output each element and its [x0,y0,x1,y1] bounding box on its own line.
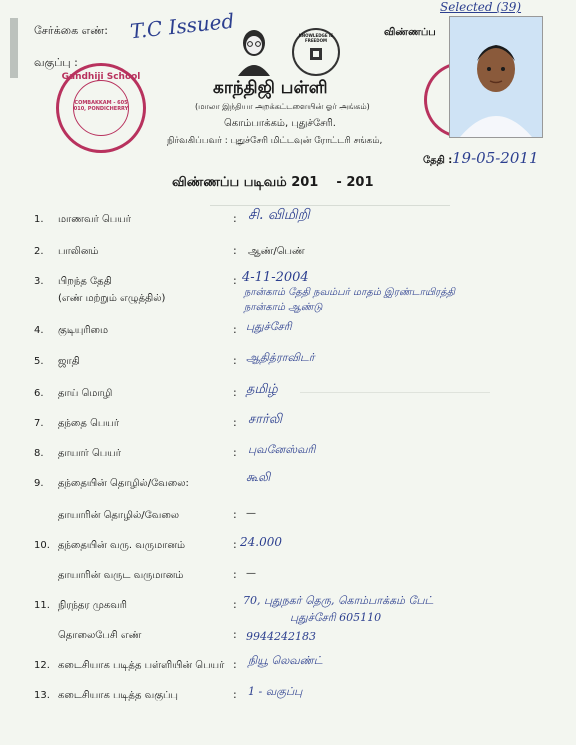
admission-no-value: T.C Issued [129,8,236,44]
bleed-line [300,392,490,393]
colon: : [233,416,237,429]
date-value: 19-05-2011 [452,149,539,167]
colon: : [233,244,237,257]
gandhi-portrait-icon [232,26,276,76]
field-number: 11. [34,600,50,611]
school-emblem-icon [292,28,340,76]
field-number: 9. [34,478,44,489]
student-photo [449,16,543,138]
field-number: 6. [34,388,44,399]
field-label: தொலைபேசி எண் [58,630,142,641]
colon: : [233,274,237,287]
field-number: 13. [34,690,50,701]
father-name-value: சார்லி [248,412,283,427]
colon: : [233,658,237,671]
field-label: குடியுரிமை [58,325,109,336]
field-label: தந்தையின் வரு. வருமானம் [58,540,186,551]
field-label: தந்தை பெயர் [58,418,120,429]
address-value-2: புதுச்சேரி 605110 [290,611,382,624]
colon: : [233,212,237,225]
school-affiliation: (மாலா இந்தியா அறக்கட்டளையின் ஓர் அங்கம்) [195,102,370,111]
school-management: நிர்வகிப்பவர் : புதுச்சேரி மிட்டவுன் ரோட்டரி சங்கம், [167,136,383,146]
father-occupation-value: கூலி [246,470,271,484]
school-name: காந்திஜி பள்ளி [213,78,328,98]
dob-words-value-2: நான்காம் ஆண்டு [244,302,323,313]
colon: : [233,386,237,399]
application-no-label: விண்ணப்ப [384,27,436,38]
field-label: ஜாதி [58,356,80,367]
colon: : [233,568,237,581]
date-label: தேதி : [423,155,453,166]
seal-ring-text: Gandhiji School [61,72,141,82]
field-number: 7. [34,418,44,429]
address-value: 70, புதுநகர் தெரு, கொம்பாக்கம் பேட் [243,594,434,607]
field-label: தாயாரின் தொழில்/வேலை [58,510,180,521]
mother-occupation-value: — [246,508,256,519]
field-number: 2. [34,246,44,257]
field-label: பாலினம் [58,246,99,257]
field-label: கடைசியாக படித்த பள்ளியின் பெயர் [58,660,225,671]
field-label: பிறந்த தேதி [58,276,112,287]
field-label: நிரந்தர முகவரி [58,600,127,611]
colon: : [233,508,237,521]
mother-tongue-value: தமிழ் [246,382,278,397]
field-number: 12. [34,660,50,671]
scan-edge [10,18,18,78]
field-label: தாயார் பெயர் [58,448,121,459]
mother-name-value: புவனேஸ்வரி [248,443,316,456]
dob-words-value: நான்காம் தேதி நவம்பர் மாதம் இரண்டாயிரத்தி [244,287,455,298]
colon: : [233,628,237,641]
field-label: கடைசியாக படித்த வகுப்பு [58,690,178,701]
previous-class-value: 1 - வகுப்பு [248,685,303,698]
seal-sub-text: COMBAKKAM - 605 010, PONDICHERRY [73,100,129,112]
colon: : [233,323,237,336]
field-number: 1. [34,214,44,225]
school-address: கொம்பாக்கம், புதுச்சேரி. [224,118,336,129]
form-title: விண்ணப்ப படிவம் 201 - 201 [172,175,374,190]
field-label: மாணவர் பெயர் [58,214,131,225]
mother-income-value: — [246,568,256,579]
field-label: தந்தையின் தொழில்/வேலை: [58,478,189,489]
student-name-value: சி. விமிறி [248,207,310,223]
school-seal [56,63,146,153]
colon: : [233,598,237,611]
emblem-ring-text: KNOWLEDGE IS FREEDOM [298,33,334,43]
gender-value: ஆண்/பெண் [248,246,305,257]
caste-value: ஆதித்ராவிடர் [246,351,315,364]
colon: : [233,446,237,459]
colon: : [233,688,237,701]
field-number: 8. [34,448,44,459]
field-number: 4. [34,325,44,336]
phone-value: 9944242183 [246,630,316,643]
colon: : [233,538,237,551]
admission-no-label: சேர்க்கை எண்: [34,24,108,37]
field-number: 5. [34,356,44,367]
field-number: 10. [34,540,50,551]
colon: : [233,354,237,367]
field-label: தாய் மொழி [58,388,113,399]
dob-value: 4-11-2004 [242,270,309,285]
top-right-note: Selected (39) [440,0,522,14]
bleed-line [210,205,450,206]
field-label: தாயாரின் வருட வருமானம் [58,570,184,581]
father-income-value: 24.000 [240,535,282,549]
citizenship-value: புதுச்சேரி [246,320,292,333]
field-number: 3. [34,276,44,287]
class-label: வகுப்பு : [34,56,78,69]
field-sublabel: (எண் மற்றும் எழுத்தில்) [58,293,166,304]
previous-school-value: நியூ லெவண்ட் [248,654,323,667]
